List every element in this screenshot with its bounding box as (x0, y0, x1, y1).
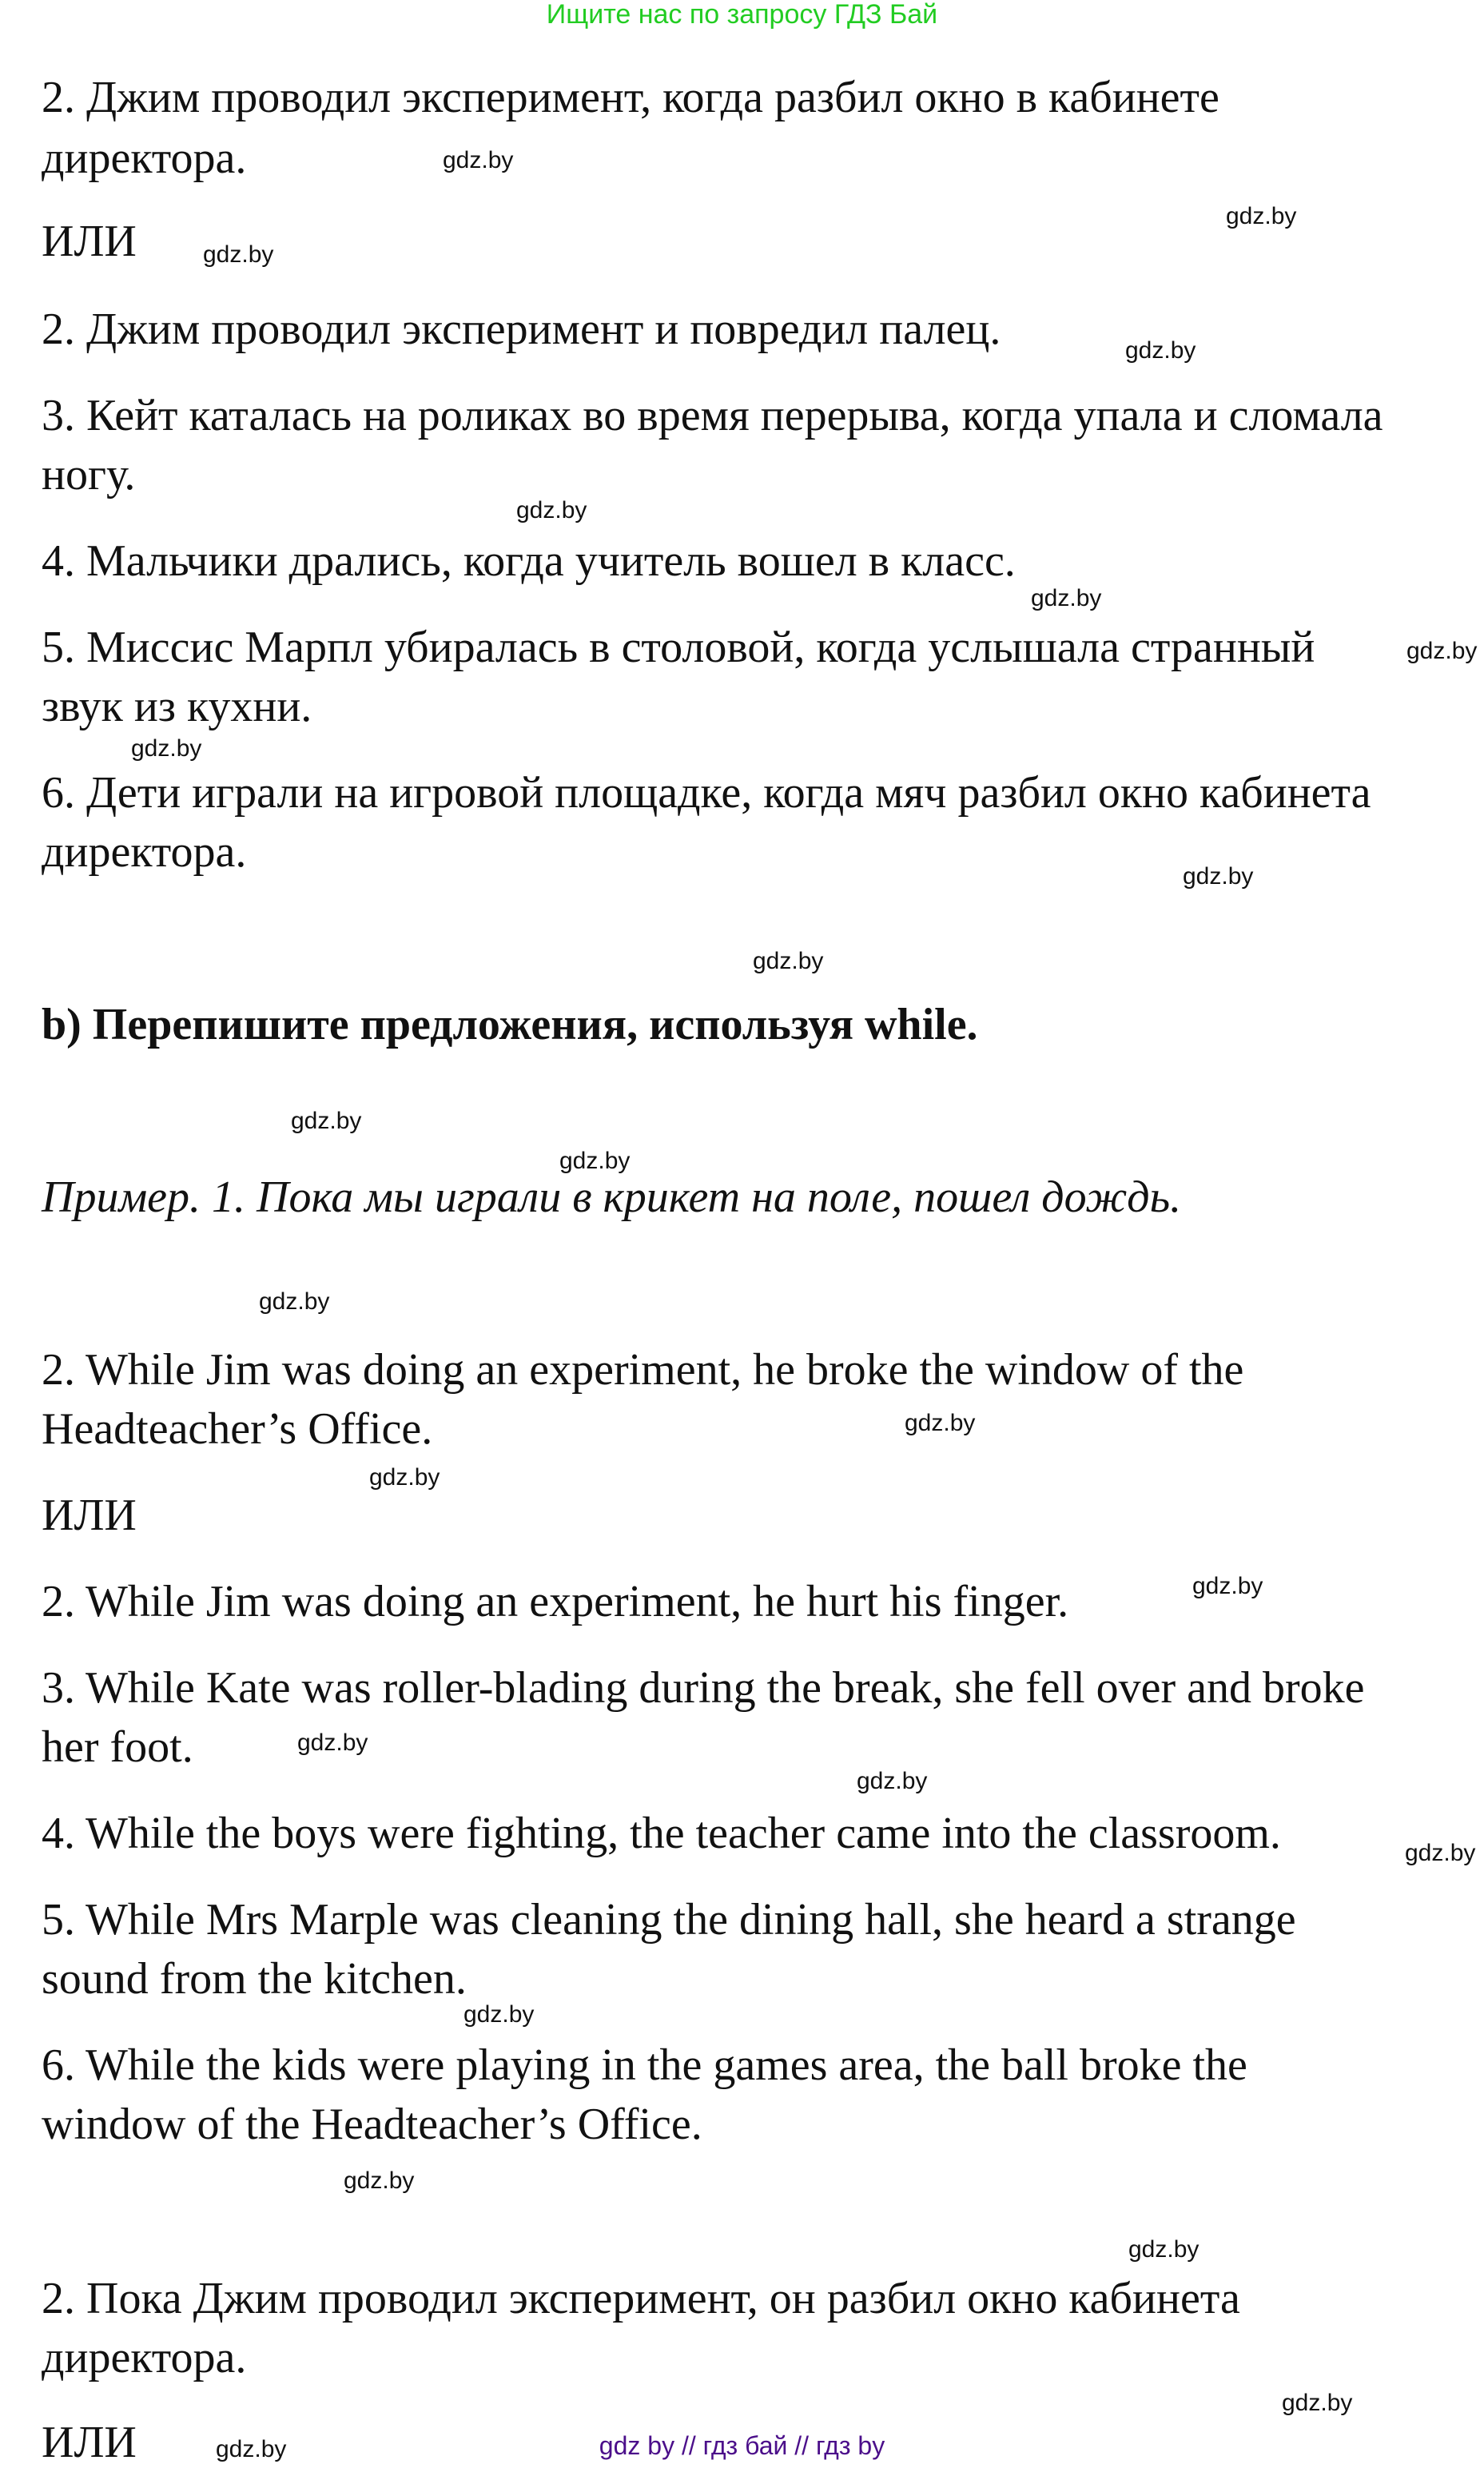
watermark-text: gdz.by (1192, 1573, 1263, 1599)
answer-line: 2. Пока Джим проводил эксперимент, он разбил окно кабинета (42, 2274, 1240, 2323)
answer-line: 2. While Jim was doing an experiment, he broke the window of the (42, 1345, 1244, 1395)
example-line: Пример. 1. Пока мы играли в крикет на поле, пошел дождь. (42, 1172, 1182, 1222)
watermark-text: gdz.by (369, 1464, 440, 1491)
watermark-text: gdz.by (753, 948, 824, 974)
watermark-text: gdz.by (291, 1108, 362, 1134)
watermark-text: gdz.by (216, 2436, 287, 2462)
answer-line: звук из кухни. (42, 682, 312, 731)
watermark-text: gdz.by (1031, 585, 1102, 611)
watermark-text: gdz.by (1183, 863, 1254, 890)
watermark-text: gdz.by (443, 147, 514, 173)
answer-line: директора. (42, 2333, 247, 2382)
answer-line: 6. Дети играли на игровой площадке, когда мяч разбил окно кабинета (42, 768, 1371, 818)
answer-line: 2. Джим проводил эксперимент и повредил палец. (42, 305, 1001, 354)
watermark-text: gdz.by (203, 241, 274, 268)
footer-links[interactable]: gdz by // гдз бай // гдз by (599, 2431, 885, 2460)
watermark-text: gdz.by (344, 2167, 415, 2194)
answer-line: 5. While Mrs Marple was cleaning the dining hall, she heard a strange (42, 1895, 1296, 1945)
answer-line: 2. While Jim was doing an experiment, he hurt his finger. (42, 1577, 1069, 1626)
section-heading: b) Перепишите предложения, используя while. (42, 1000, 978, 1049)
answer-line: ногу. (42, 450, 136, 500)
answer-line: 3. Кейт каталась на роликах во время перерыва, когда упала и сломала (42, 391, 1383, 440)
watermark-text: gdz.by (516, 497, 587, 523)
or-label: ИЛИ (42, 217, 137, 266)
watermark-text: gdz.by (1128, 2236, 1200, 2263)
watermark-text: gdz.by (259, 1288, 330, 1315)
answer-line: 5. Миссис Марпл убиралась в столовой, когда услышала странный (42, 623, 1315, 672)
watermark-text: gdz.by (1405, 1840, 1476, 1866)
watermark-text: gdz.by (297, 1730, 368, 1756)
answer-line: 2. Джим проводил эксперимент, когда разбил окно в кабинете (42, 73, 1219, 122)
watermark-text: gdz.by (1226, 203, 1297, 229)
watermark-text: gdz.by (1406, 638, 1478, 664)
or-label: ИЛИ (42, 1491, 137, 1540)
answer-line: директора. (42, 133, 247, 183)
or-label: ИЛИ (42, 2418, 137, 2467)
answer-line: sound from the kitchen. (42, 1954, 467, 2004)
answer-line: директора. (42, 827, 247, 877)
answer-line: her foot. (42, 1722, 193, 1772)
answer-line: 3. While Kate was roller-blading during the break, she fell over and broke (42, 1663, 1365, 1713)
watermark-text: gdz.by (1125, 337, 1196, 364)
watermark-text: gdz.by (131, 735, 202, 762)
answer-line: window of the Headteacher’s Office. (42, 2100, 702, 2149)
watermark-text: gdz.by (559, 1148, 631, 1174)
watermark-text: gdz.by (464, 2001, 535, 2028)
answer-line: 6. While the kids were playing in the games area, the ball broke the (42, 2040, 1247, 2090)
watermark-text: gdz.by (905, 1410, 976, 1436)
answer-line: Headteacher’s Office. (42, 1404, 433, 1454)
site-banner[interactable]: Ищите нас по запросу ГДЗ Бай (546, 0, 938, 30)
answer-line: 4. While the boys were fighting, the teacher came into the classroom. (42, 1809, 1281, 1858)
answer-line: 4. Мальчики дрались, когда учитель вошел в класс. (42, 536, 1016, 586)
watermark-text: gdz.by (857, 1768, 928, 1794)
watermark-text: gdz.by (1282, 2390, 1353, 2416)
